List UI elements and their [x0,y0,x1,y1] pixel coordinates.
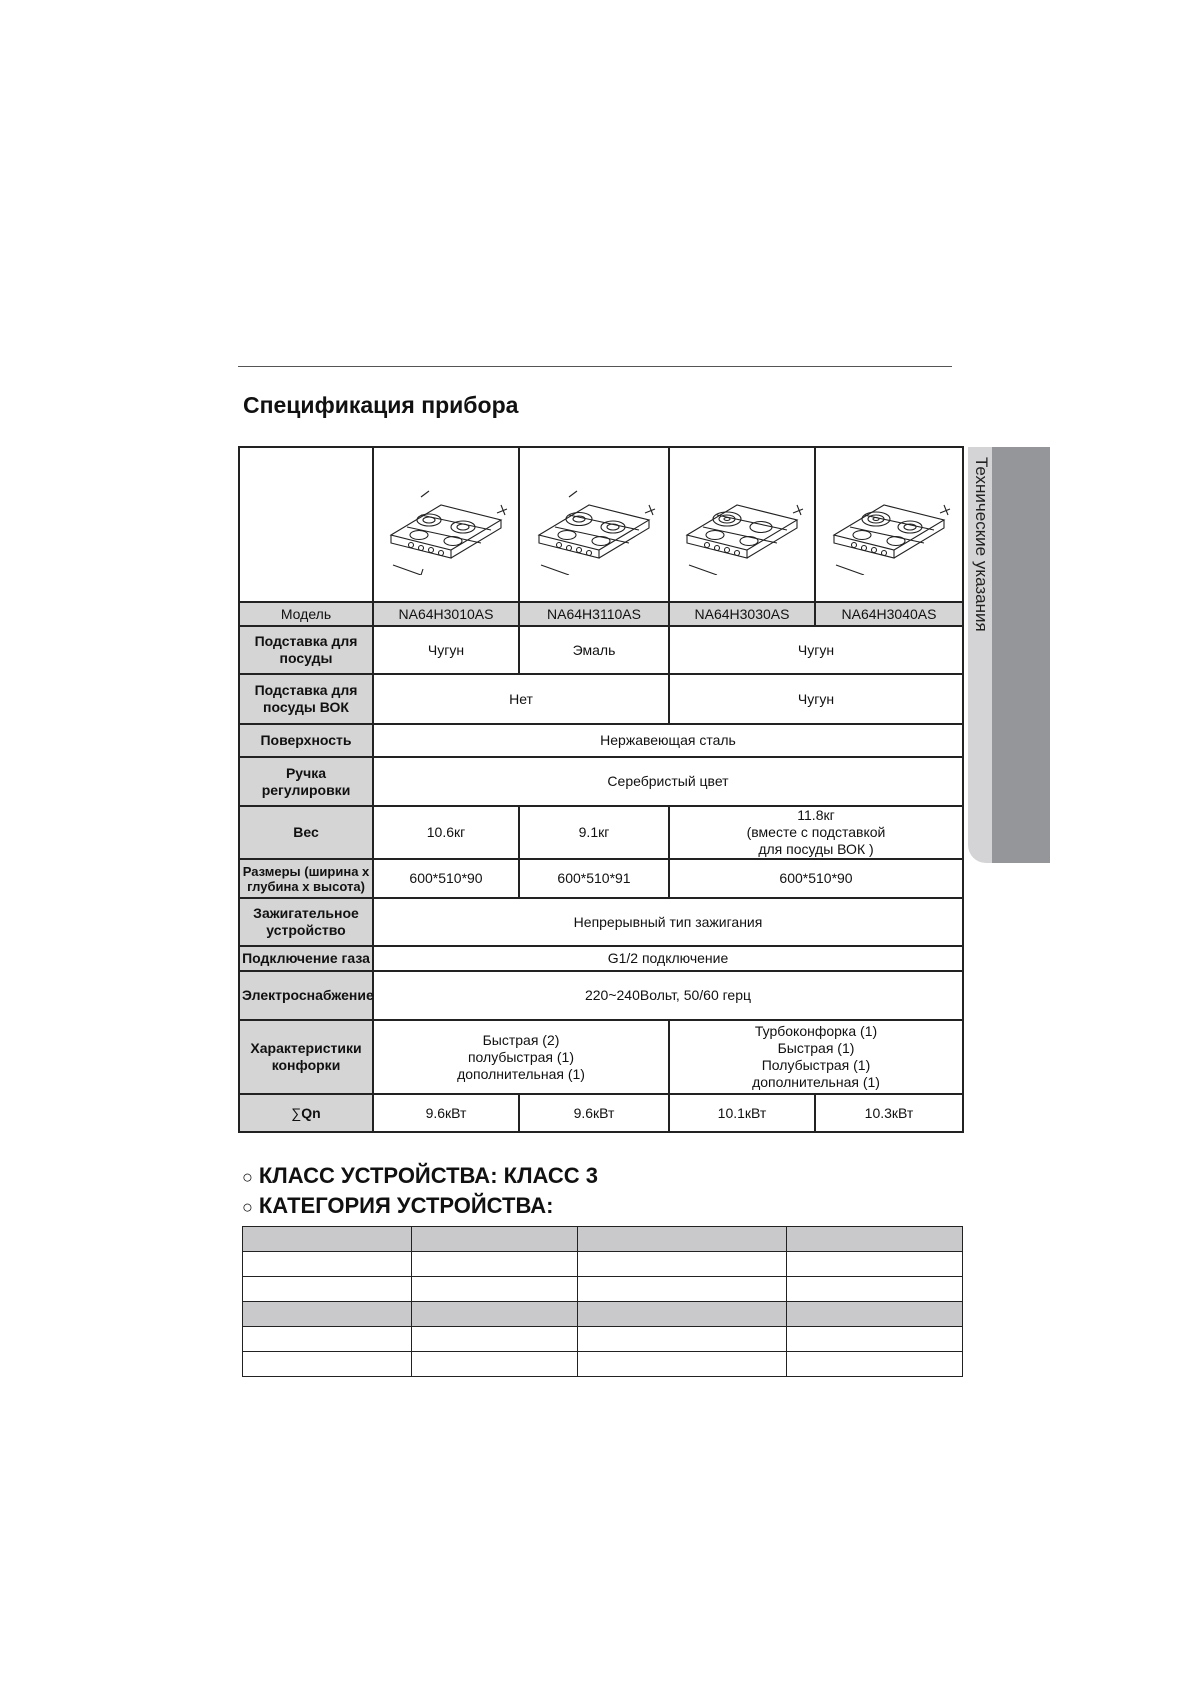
model-2: NA64H3110AS [519,602,669,626]
header-rule [238,366,952,367]
row-label: Зажигательное устройство [239,898,373,946]
cell-value: Чугун [669,674,963,724]
wok-support-row [239,674,963,724]
cell-value: Нет [373,674,669,724]
cooktop-image-1 [373,447,519,602]
cooktop-drawing-icon [381,475,511,575]
cell-value: G1/2 подключение [373,946,963,971]
image-row [239,447,963,602]
row-label: Вес [239,806,373,859]
table-row [243,1252,963,1277]
cooktop-image-4 [815,447,963,602]
cell-value: Чугун [669,626,963,674]
row-label: Подставка для посуды ВОК [239,674,373,724]
model-label: Модель [239,602,373,626]
table-row [243,1352,963,1377]
cooktop-drawing-icon [677,475,807,575]
power-row [239,971,963,1020]
bullet-icon: ○ [242,1167,253,1187]
weight-row [239,806,963,859]
cell-value: Чугун [373,626,519,674]
spec-table [238,446,964,1133]
cell-value: 600*510*91 [519,859,669,898]
device-class-heading: ○ КЛАСС УСТРОЙСТВА: КЛАСС 3 [242,1163,598,1188]
model-4: NA64H3040AS [815,602,963,626]
cooktop-image-2 [519,447,669,602]
row-label: Ручка регулировки [239,757,373,806]
table-row [243,1302,963,1327]
qn-row [239,1094,963,1132]
category-table [242,1226,963,1377]
sum-icon: ∑ [291,1104,302,1121]
cooktop-drawing-icon [824,475,954,575]
knob-row [239,757,963,806]
ignition-row [239,898,963,946]
burners-row [239,1020,963,1094]
cell-value: 600*510*90 [373,859,519,898]
cell-value: Нержавеющая сталь [373,724,963,757]
model-3: NA64H3030AS [669,602,815,626]
model-1: NA64H3010AS [373,602,519,626]
table-row [243,1227,963,1252]
section-side-tab [968,447,1050,863]
cell-value: 11.8кг (вместе с подставкой для посуды ВОК ) [669,806,963,859]
dimensions-row [239,859,963,898]
side-tab-label: Технические указания [972,457,991,632]
row-label: Размеры (ширина х глубина х высота) [239,859,373,898]
page-title: Спецификация прибора [243,392,519,418]
row-label: Поверхность [239,724,373,757]
cell-value: Турбоконфорка (1) Быстрая (1) Полубыстрая (1) дополнительная (1) [669,1020,963,1094]
gas-row [239,946,963,971]
cell-value: 9.6кВт [519,1094,669,1132]
row-label: Подключение газа [239,946,373,971]
cell-value: Быстрая (2) полубыстрая (1) дополнительная (1) [373,1020,669,1094]
cell-value: 10.3кВт [815,1094,963,1132]
table-row [243,1277,963,1302]
cell-value: 9.1кг [519,806,669,859]
cell-value: 9.6кВт [373,1094,519,1132]
cell-value: 220~240Вольт, 50/60 герц [373,971,963,1020]
cell-value: 600*510*90 [669,859,963,898]
table-row [243,1327,963,1352]
surface-row [239,724,963,757]
row-label: Подставка для посуды [239,626,373,674]
row-label: Характеристики конфорки [239,1020,373,1094]
cooktop-image-3 [669,447,815,602]
pan-support-row [239,626,963,674]
row-label: Электроснабжение [239,971,373,1020]
cell-value: Серебристый цвет [373,757,963,806]
row-label: ∑Qn [239,1094,373,1132]
cooktop-drawing-icon [529,475,659,575]
cell-value: 10.6кг [373,806,519,859]
model-row [239,602,963,626]
device-category-heading: ○ КАТЕГОРИЯ УСТРОЙСТВА: [242,1193,554,1218]
cell-value: Непрерывный тип зажигания [373,898,963,946]
cell-value: 10.1кВт [669,1094,815,1132]
bullet-icon: ○ [242,1197,253,1217]
cell-value: Эмаль [519,626,669,674]
